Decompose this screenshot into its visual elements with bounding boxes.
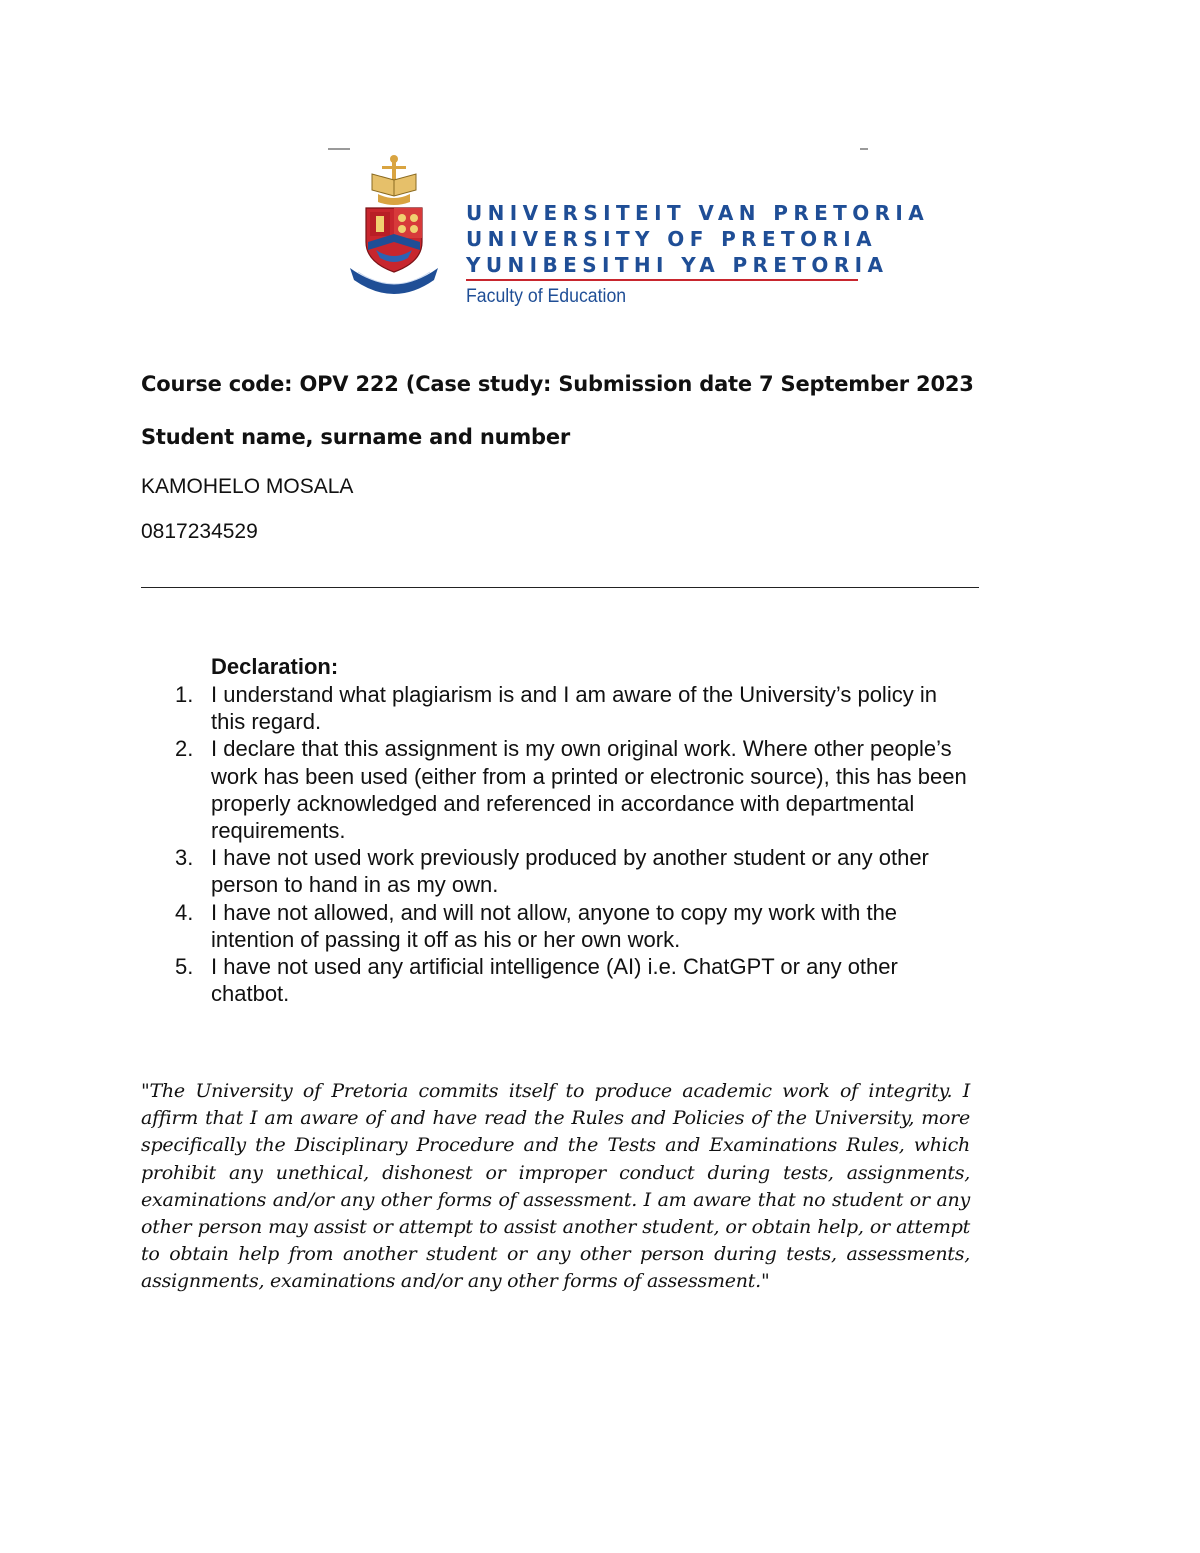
wordmark-english: UNIVERSITY OF PRETORIA	[466, 227, 878, 251]
declaration-item	[175, 899, 975, 953]
course-code-line: Course code: OPV 222 (Case study: Submission date 7 September 2023	[141, 372, 974, 396]
university-logo	[328, 140, 930, 315]
declaration-item-text: I have not used any artificial intelligence (AI) i.e. ChatGPT or any other chatbot.	[211, 954, 898, 1007]
wordmark-afrikaans: UNIVERSITEIT VAN PRETORIA	[466, 201, 930, 225]
university-wordmark	[466, 200, 930, 309]
declaration-item	[175, 953, 975, 1007]
declaration-item	[175, 681, 975, 735]
university-crest-icon	[348, 150, 440, 296]
declaration-item-text: I declare that this assignment is my own original work. Where other people’s work has been used (either from a printed or electronic source), this has been properly acknowledged and referenced in accordance with departmental requirements.	[211, 736, 967, 844]
declaration-item-number: 4.	[175, 899, 194, 925]
declaration-item-text: I have not allowed, and will not allow, anyone to copy my work with the intention of passing it off as his or her own work.	[211, 899, 898, 952]
separator-line	[141, 587, 979, 588]
student-number: 0817234529	[141, 520, 258, 543]
student-name: KAMOHELO MOSALA	[141, 475, 354, 498]
wordmark-setswana: YUNIBESITHI YA PRETORIA	[466, 253, 889, 277]
declaration-item-number: 1.	[175, 682, 194, 707]
header-dash-left	[328, 148, 350, 150]
declaration-item-text: I have not used work previously produced by another student or any other person to hand in as my own.	[211, 845, 929, 898]
integrity-statement: "The University of Pretoria commits itself to produce academic work of integrity. I affirm that I am aware of and have read the Rules and Policies of the University, more specifically the Disciplinary Procedure and the Tests and Examinations Rules, which prohibit any unethical, dishonest or improper conduct during tests, assignments, examinations and/or any other forms of assessment. I am aware that no student or any other person may assist or attempt to assist another student, or obtain help, or attempt to obtain help from another student or any other person during tests, assessments, assignments, examinations and/or any other forms of assessment."	[141, 1080, 970, 1293]
student-details-heading: Student name, surname and number	[141, 425, 571, 449]
declaration-item-number: 5.	[175, 954, 194, 980]
declaration-title: Declaration:	[211, 654, 339, 679]
declaration-list	[175, 681, 975, 1007]
declaration-item-number: 3.	[175, 845, 194, 871]
wordmark-rule	[466, 279, 858, 281]
header-dash-right	[860, 148, 868, 150]
declaration-item	[175, 844, 975, 898]
declaration-item	[175, 735, 975, 844]
declaration-item-text: I understand what plagiarism is and I am aware of the University’s policy in this regard.	[211, 682, 937, 735]
faculty-name: Faculty of Education	[466, 286, 627, 307]
declaration-item-number: 2.	[175, 736, 194, 762]
